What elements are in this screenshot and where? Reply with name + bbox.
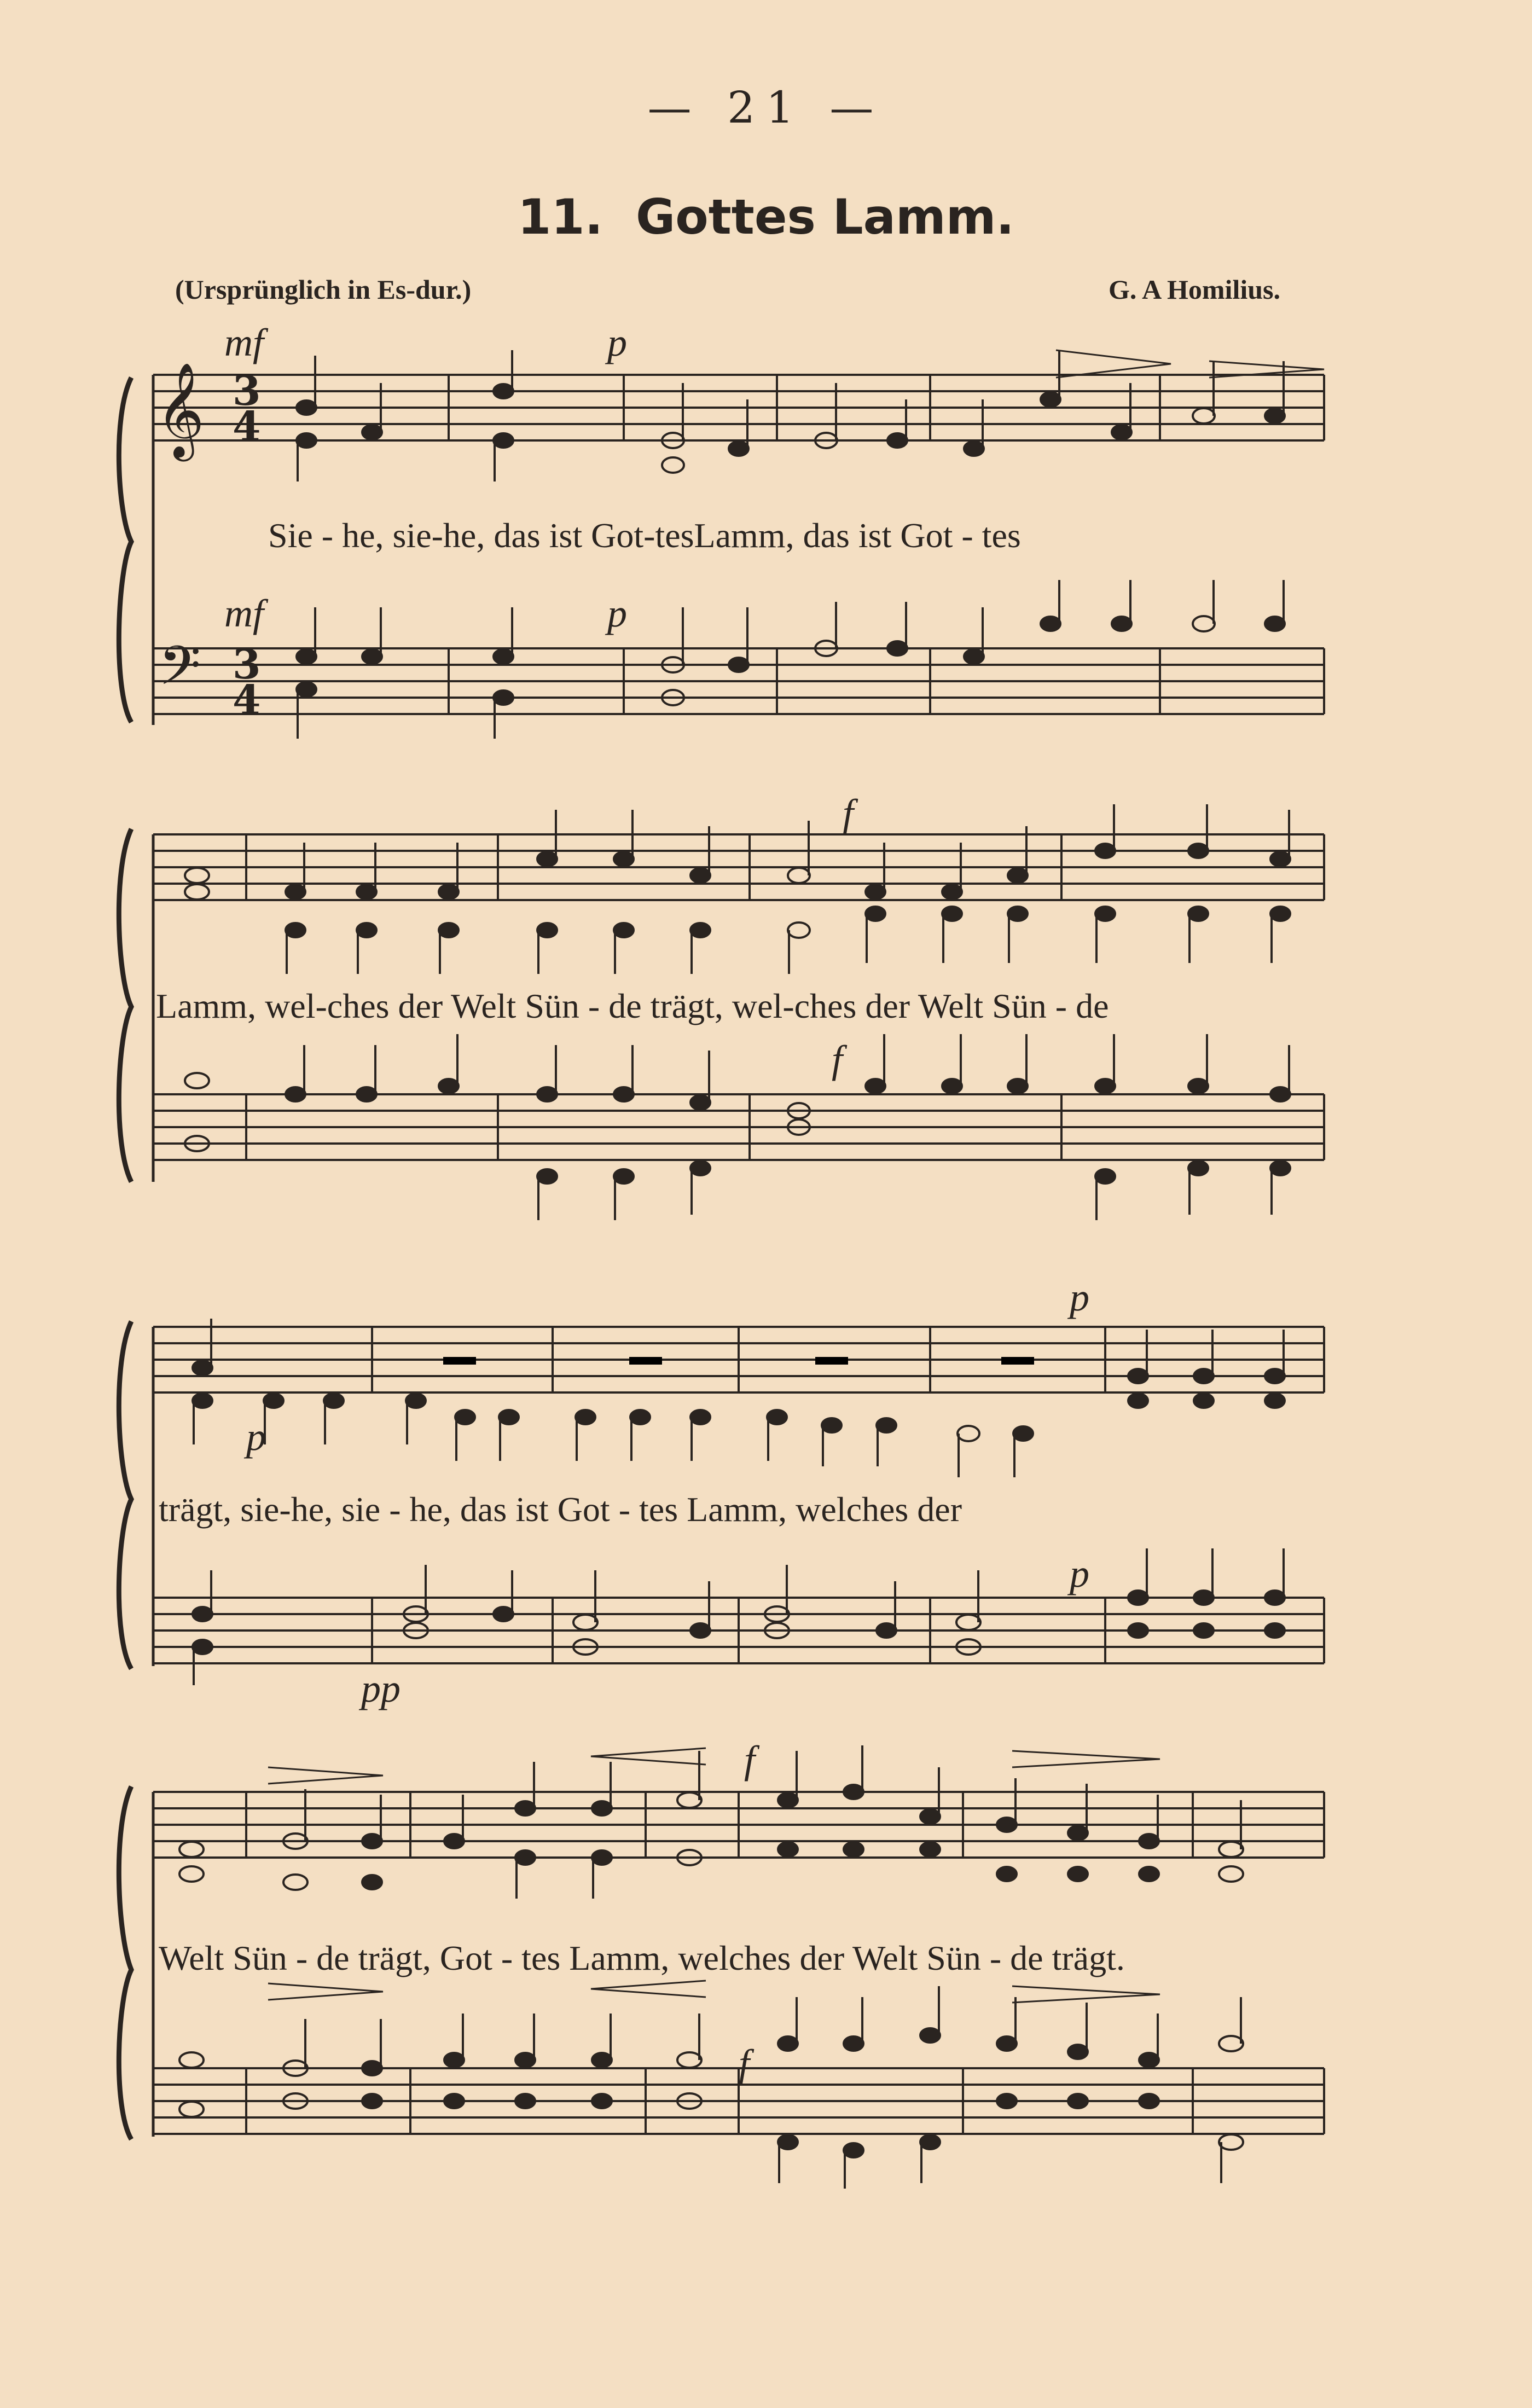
notes-treble-s2 <box>185 804 1290 974</box>
treble-clef: 𝄞 <box>156 362 205 457</box>
notes-treble-s1 <box>297 350 1324 481</box>
time-sig-top-bass: 3 <box>233 641 261 688</box>
treble-staff <box>153 375 1324 440</box>
system-3 <box>119 1275 1324 1710</box>
treble-staff-3 <box>153 1327 1324 1392</box>
dynamic-p-lower: p <box>607 591 627 635</box>
time-sig-bottom-bass: 4 <box>233 677 261 724</box>
time-sig-bottom: 4 <box>233 403 261 450</box>
system-1 <box>119 321 1324 739</box>
notes-treble-s4 <box>179 1745 1243 1899</box>
dynamic-p-upper-3a: p <box>246 1415 266 1459</box>
dynamic-f-upper-4: f <box>744 1738 756 1782</box>
lyrics-system-2: Lamm, wel-ches der Welt Sün - de trägt, wel-ches der Welt Sün - de <box>156 987 1109 1025</box>
original-key-note: (Ursprünglich in Es-dur.) <box>175 274 472 305</box>
bass-staff-2 <box>153 1094 1324 1160</box>
time-sig-top: 3 <box>233 368 261 415</box>
dynamic-p-lower-3: p <box>1070 1552 1089 1595</box>
lyrics-system-3: trägt, sie-he, sie - he, das ist Got - tes Lamm, welches der <box>159 1490 962 1529</box>
notes-bass-s4 <box>179 1986 1243 2189</box>
dynamic-mf-upper: mf <box>224 321 264 364</box>
brace <box>119 378 131 722</box>
composer-name: G. A Homilius. <box>1109 274 1280 305</box>
dynamic-pp-lower-3: pp <box>361 1667 401 1710</box>
dynamic-mf-lower: mf <box>224 591 264 635</box>
dynamic-f-upper-2: f <box>843 791 854 835</box>
dynamic-f-lower-4: f <box>739 2041 750 2085</box>
lyrics-system-1: Sie - he, sie-he, das ist Got-tesLamm, das ist Got - tes <box>268 516 1021 555</box>
treble-staff-2 <box>153 834 1324 900</box>
system-4 <box>119 1738 1324 2189</box>
dynamic-p-upper: p <box>607 321 627 364</box>
bass-clef: 𝄢 <box>159 635 201 711</box>
lyrics-system-4: Welt Sün - de trägt, Got - tes Lamm, welches der Welt Sün - de trägt. <box>159 1939 1125 1977</box>
page-number: — 21 — <box>647 82 885 133</box>
dynamic-f-lower-2: f <box>832 1037 843 1081</box>
piece-number: 11. <box>518 189 603 245</box>
dynamic-p-upper-3b: p <box>1070 1275 1089 1319</box>
system-2 <box>119 791 1324 1220</box>
title-text: Gottes Lamm. <box>636 189 1014 245</box>
